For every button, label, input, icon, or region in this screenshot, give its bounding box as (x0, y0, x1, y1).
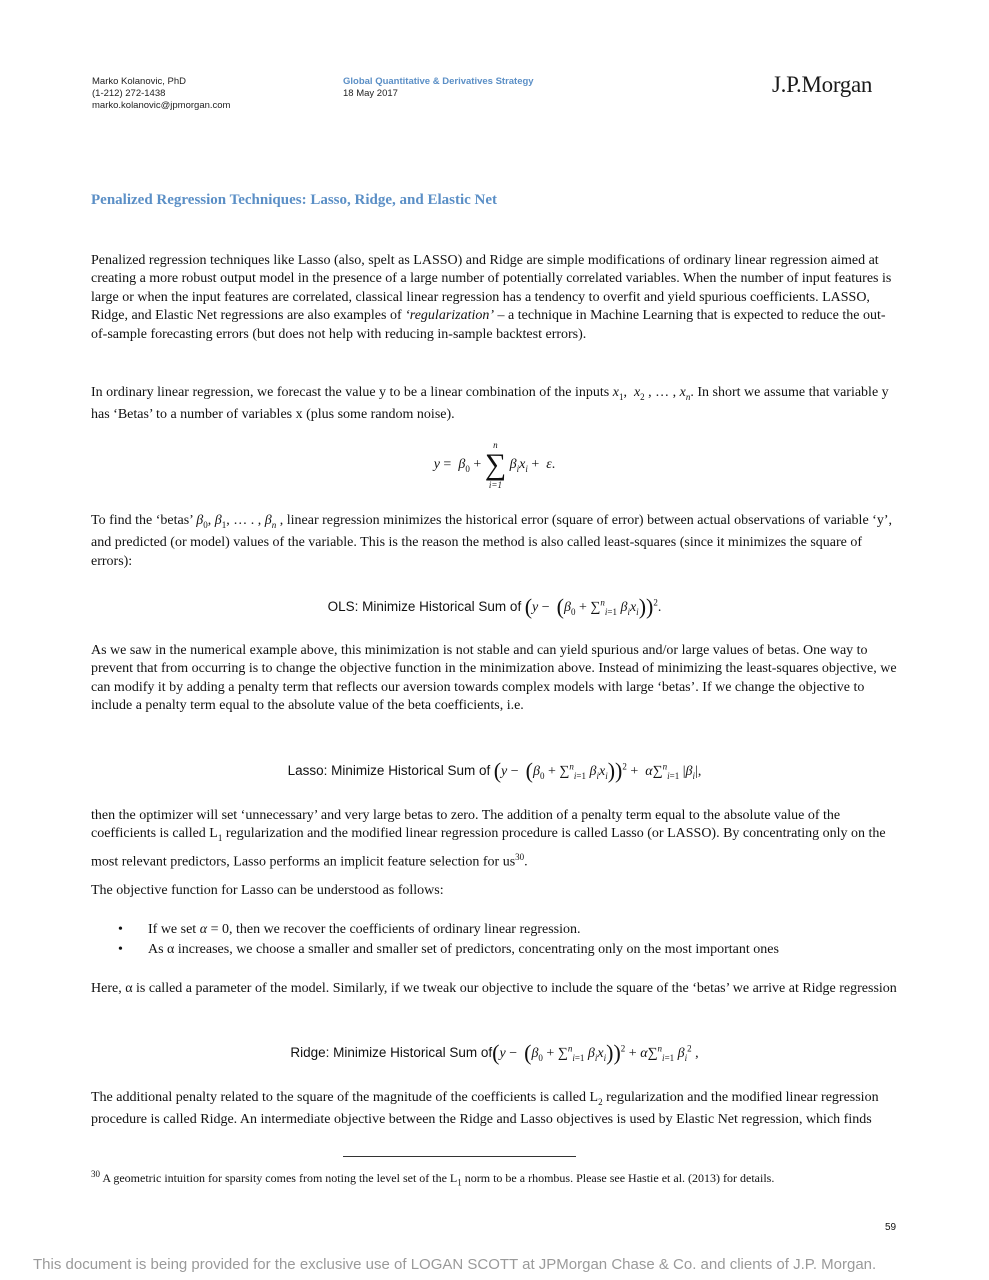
betas-paragraph: To find the ‘betas’ $\beta_0$, $\beta_1$, … . , $\beta_n$ , linear regression minimizes the historical error (square of error) between actual observations of variable ‘y’, and predicted (or model) values of the variable. This is the reason the method is also called least-squares (since it minimizes the square of errors): (91, 513, 892, 569)
list-item: • As α increases, we choose a smaller and smaller set of predictors, concentrating only on the most important ones (118, 940, 898, 960)
lasso-equation: Lasso: Minimize Historical Sum of ($y - (\beta_0 + \sum^n_{i=1}$ $\beta_ix_i))^2 + \alpha\sum^n_{i=1}$ $|\beta_i|$, (287, 758, 702, 783)
footnote: $^{30}$ A geometric intuition for sparsity comes from noting the level set of the $L_1$ norm to be a rhombus. Please see Hastie et al. (2013) for details. (91, 1169, 775, 1188)
report-info (343, 76, 534, 100)
author-name: Marko Kolanovic, PhD (92, 76, 186, 87)
ridge-equation: Ridge: Minimize Historical Sum $of(y - (\beta_0 + \sum^n_{i=1}$ $\beta_ix_i))^2 + \alpha\sum^n_{i=1}$ $\beta_i^2$ , (290, 1040, 699, 1065)
lasso-bullet-list (118, 920, 898, 960)
report-date: 18 May 2017 (343, 88, 398, 99)
page-number: 59 (885, 1222, 897, 1233)
objective-paragraph: The objective function for Lasso can be understood as follows: (91, 883, 444, 898)
ols-paragraph: In ordinary linear regression, we forecast the value y to be a linear combination of the inputs $x_1$, $x_2$ , … , $x_n$. In short we assume that variable y has ‘Betas’ to a number of variables x (plus some random noise). (91, 385, 889, 423)
ridge-paragraph: The additional penalty related to the square of the magnitude of the coefficients is called $L_2$ regularization and the modified linear regression procedure is called Ridge. An intermediate objective between the Ridge and Lasso objectives is used by Elastic Net regression, which finds (91, 1090, 879, 1128)
watermark: This document is being provided for the exclusive use of LOGAN SCOTT at JPMorgan Chase & Co. and clients of J.P. Morgan. (33, 1256, 877, 1273)
footnote-ref[interactable]: 30 (515, 851, 525, 862)
numerical-paragraph: As we saw in the numerical example above, this minimization is not stable and can yield spurious and/or large values of betas. One way to prevent that from occurring is to change the objective function in the minimization above. Instead of minimizing the least-squares objective, we can modify it by adding a penalty term that reflects our aversion towards complex models with large ‘betas’. If we change the objective to include a penalty term equal to the absolute value of the beta coefficients, i.e. (91, 643, 897, 714)
jpmorgan-logo: J.P.Morgan (772, 72, 873, 97)
department: Global Quantitative & Derivatives Strategy (343, 76, 534, 87)
intro-paragraph: Penalized regression techniques like Lasso (also, spelt as LASSO) and Ridge are simple modifications of ordinary linear regression aimed at creating a more robust output model in the presence of a large number of potentially correlated variables. When the number of input features is large or when the input features are correlated, classical linear regression has a tendency to overfit and yield spurious coefficients. LASSO, Ridge, and Elastic Net regressions are also examples of ‘regularization’ – a technique in Machine Learning that is expected to reduce the out-of-sample forecasting errors (but does not help with reducing in-sample backtest errors). (91, 253, 892, 342)
author-phone: (1-212) 272-1438 (92, 88, 166, 99)
footnote-number: 30 (91, 1169, 100, 1179)
ridge-intro-paragraph: Here, α is called a parameter of the model. Similarly, if we tweak our objective to include the square of the ‘betas’ we arrive at Ridge regression (91, 981, 897, 996)
section-title: Penalized Regression Techniques: Lasso, Ridge, and Elastic Net (91, 192, 498, 208)
list-item: • If we set α = 0, then we recover the coefficients of ordinary linear regression. (118, 920, 898, 940)
linear-model-equation: $y = \beta_0$ + n ∑ i=1 $\beta_ix_i + \varepsilon$. (433, 440, 556, 490)
author-block (92, 76, 230, 112)
lasso-paragraph: then the optimizer will set ‘unnecessary’ and very large betas to zero. The addition of a penalty term equal to the absolute value of the coefficients is called $L_1$ regularization and the modified linear regression procedure is called Lasso (or LASSO). By concentrating only on the most relevant predictors, Lasso performs an implicit feature selection for $us^{30}$. (91, 808, 886, 870)
ols-equation: OLS: Minimize Historical Sum of ($y - (\beta_0 + \sum^n_{i=1}$ $\beta_ix_i))^2$. (327, 594, 662, 619)
author-email[interactable]: marko.kolanovic@jpmorgan.com (92, 100, 231, 111)
footnote-divider (343, 1156, 576, 1157)
